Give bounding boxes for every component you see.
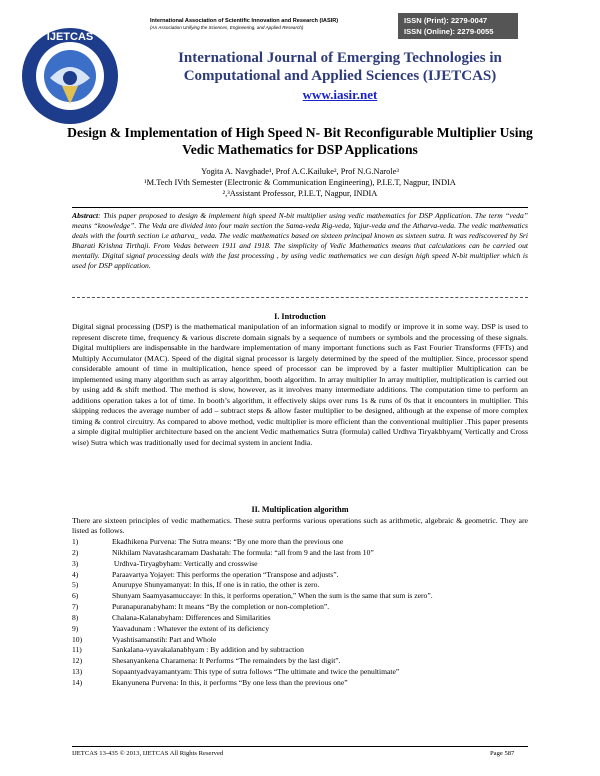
sutra-text: Shunyam Saamyasamuccaye: In this, it performs operation,” When the sum is the same that sum is zero”. [112, 591, 433, 601]
abstract-text: : This paper proposed to design & implement high speed N-bit multiplier using vedic mathematics for DSP Application. The term “veda” means “knowledge”. The Veda are divided into four main section the Sama-veda Rig-veda, Yajur-veda and the Atharva-veda. The vedic mathematics deals with the fourth section i.e atharva_ veda. The vedic mathematics based on sixteen principal known as sixteen sutra. It was rediscovered by Sri Bharati Krishna Tirthaji. From Vedas between 1911 and 1918. The simplicity of Vedic Mathematics means that calculations can be carried out mentally. Digital signal processing deals with the fast processing , by using vedic mathematics we can design high speed N-bit multiplier which is used for DSP application. [72, 211, 528, 270]
organization-name: International Association of Scientific Innovation and Research (IASIR) [150, 18, 339, 24]
sutra-text: Urdhva-Tiryagbyham: Vertically and crosswise [112, 558, 258, 568]
sutra-number: 12) [72, 656, 83, 666]
introduction-text: Digital signal processing (DSP) is the mathematical manipulation of an information signal to modify or improve it in some way. DSP is used to represent discrete time, frequency & various discrete domain signals by a sequence of numbers or symbols and the processing of these signals. Digital multipliers are indispensable in the hardware implementation of many important functions such as Fast Fourier Transforms (FFTs) and Multiply Accumulator (MAC). Speed of the digital signal processor is largely determined by the speed of the multiplier. Since, processor spend considerable amount of time in multiplication, hence speed of processor can be improved by a faster multiplier Multiplication can be implemented using many algorithm such as array algorithm, booth algorithm. In array multiplier In array multiplier, multiplication is carried out by using add & shift method. The method is slow, however, as it involves many intermediate additions. The computation time to perform an additions operation takes a lot of time. In booth’s algorithm, it effectively skips over runs 1s & runs of 0s that it encounters in multiplier. This skipping reduces the average number of add – subtract steps & allow faster multiplier to be designed, although at the expense of more complex timing & control circuitry. As compared to above method, vedic multiplier is more efficient than the conventional multiplier .This paper presents a simple digital multiplier architecture based on the ancient Vedic mathematics Sutra (formula) called Urdhva Tiryakbhyam( Vertically and Cross wise) Sutra which was traditionally used for decimal system in ancient India. [72, 322, 528, 448]
page-number: Page 587 [490, 750, 515, 757]
journal-logo [20, 26, 120, 126]
sutra-list-item [72, 548, 528, 559]
footer-divider [72, 746, 528, 747]
sutra-list-item [72, 570, 528, 581]
logo-text: IJETCAS [46, 31, 94, 43]
sutra-number: 7) [72, 602, 79, 612]
sutra-number: 14) [72, 677, 83, 687]
sutra-text: Nikhilam Navatashcaramam Dashatah: The formula: “all from 9 and the last from 10” [112, 547, 374, 557]
issn-print: ISSN (Print): 2279-0047 [404, 16, 488, 25]
sutra-number: 10) [72, 634, 83, 644]
abstract-label: Abstract [72, 211, 99, 220]
paper-authors: Yogita A. Navghade¹, Prof A.C.Kailuke², Prof N.G.Narole³ [201, 167, 399, 176]
section-heading-introduction: I. Introduction [274, 312, 326, 321]
sutra-text: Sankalana-vyavakalanabhyam : By addition and by subtraction [112, 645, 304, 655]
sutra-text: Paraavartya Yojayet: This performs the operation “Transpose and adjusts”. [112, 569, 339, 579]
sutra-list-item [72, 559, 528, 570]
journal-url-link[interactable]: www.iasir.net [302, 87, 378, 102]
sutra-number: 11) [72, 645, 82, 655]
abstract [72, 211, 528, 270]
sutra-text: Ekadhikena Purvena: The Sutra means: “By one more than the previous one [112, 537, 344, 546]
sutra-list-item [72, 645, 528, 656]
author-affiliation-1: ¹M.Tech IVth Semester (Electronic & Communication Engineering), P.I.E.T, Nagpur, INDIA [144, 178, 456, 187]
sutra-text: Yaavadunam : Whatever the extent of its deficiency [112, 623, 270, 633]
sutra-number: 2) [72, 547, 79, 557]
organization-subtitle: (An Association Unifying the Sciences, Engineering, and Applied Research) [150, 25, 304, 30]
sutra-text: Sopaantyadvayamantyam: This type of sutra follows “The ultimate and twice the penultimate” [112, 667, 400, 677]
sutra-text: Chalana-Kalanabyham: Differences and Similarities [112, 612, 271, 622]
sutra-number: 6) [72, 591, 79, 601]
sutra-text: Shesanyankena Charamena: It Performs “The remainders by the last digit”. [112, 656, 341, 666]
sutra-number: 3) [72, 558, 79, 568]
sutra-number: 5) [72, 580, 79, 590]
sutra-text: Vyashtisamanstih: Part and Whole [112, 634, 217, 644]
sutra-text: Anurupye Shunyamanyat: In this, If one is in ratio, the other is zero. [112, 580, 320, 590]
multiplication-intro-text: There are sixteen principles of vedic mathematics. These sutra performs various operations such as arithmetic, algebraic & geometric. They are listed as follows. [72, 516, 528, 536]
sutra-number: 4) [72, 569, 79, 579]
sutra-list-item [72, 667, 528, 678]
sutra-number: 1) [72, 537, 79, 546]
sutra-number: 8) [72, 612, 79, 622]
sutra-list-item [72, 624, 528, 635]
divider [72, 297, 528, 298]
section-heading-multiplication: II. Multiplication algorithm [251, 505, 349, 514]
sutra-number: 13) [72, 667, 83, 677]
author-affiliation-2: ²,³Assistant Professor, P.I.E.T, Nagpur, INDIA [222, 189, 378, 198]
paper-title: Design & Implementation of High Speed N- Bit Reconfigurable Multiplier Using Vedic Mathematics for DSP Applications [67, 125, 533, 157]
journal-title: International Journal of Emerging Technologies in Computational and Applied Sciences (IJETCAS) [178, 50, 502, 84]
issn-box [398, 13, 518, 39]
sutra-list-item [72, 678, 528, 689]
sutra-list-item [72, 613, 528, 624]
sutra-list-item [72, 537, 528, 548]
sutra-list-item [72, 580, 528, 591]
sutra-list-item [72, 635, 528, 646]
sutra-list-item [72, 656, 528, 667]
divider [72, 207, 528, 208]
sutra-list [72, 537, 528, 689]
sutra-text: Puranapuranabyham: It means “By the completion or non-completion”. [112, 602, 330, 612]
sutra-number: 9) [72, 623, 79, 633]
sutra-list-item [72, 602, 528, 613]
issn-online: ISSN (Online): 2279-0055 [404, 27, 494, 36]
sutra-text: Ekanyunena Purvena: In this, it performs “By one less than the previous one” [112, 677, 348, 687]
sutra-list-item [72, 591, 528, 602]
footer-copyright: IJETCAS 13-435 © 2013, IJETCAS All Rights Reserved [72, 750, 224, 757]
